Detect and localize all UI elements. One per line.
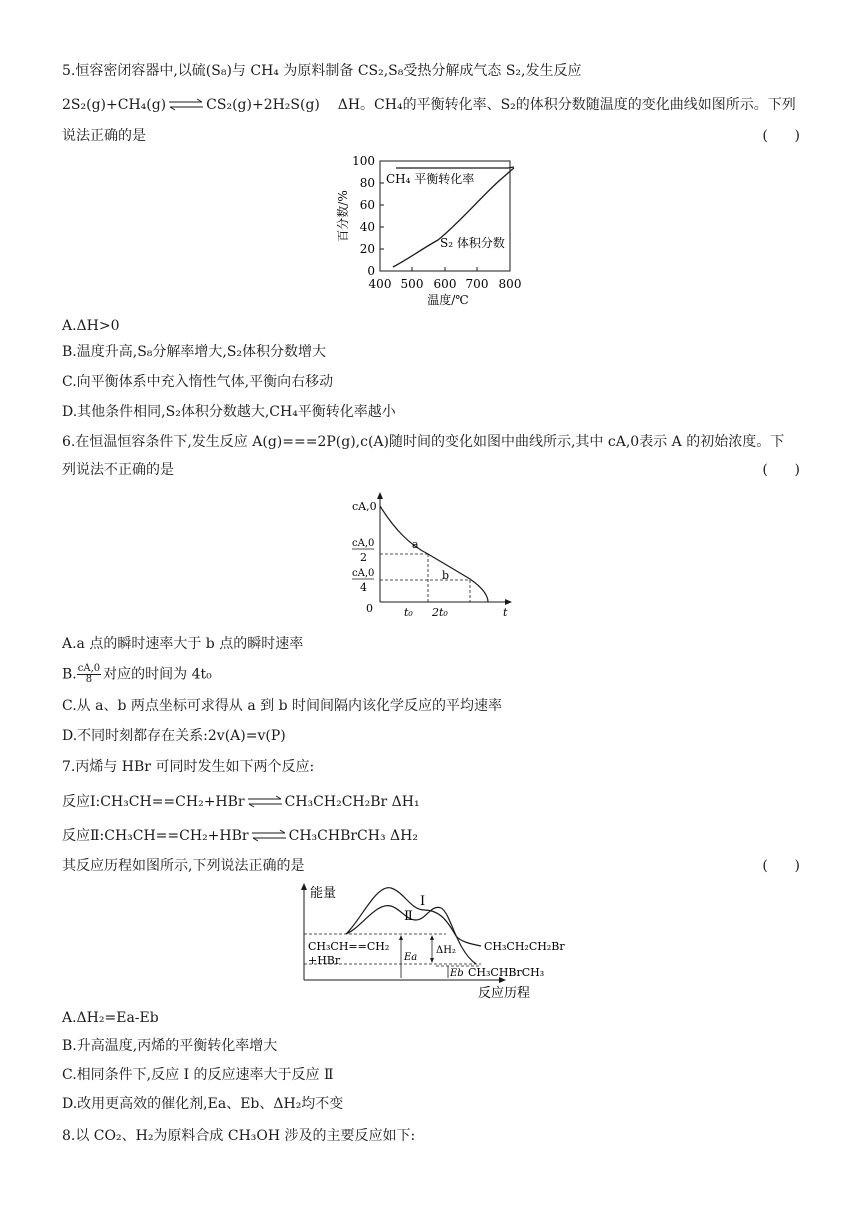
q6-option-b-den: 8 (85, 674, 93, 685)
equilibrium-arrow-icon (251, 829, 287, 843)
q6-option-c: C.从 a、b 两点坐标可求得从 a 到 b 时间间隔内该化学反应的平均速率 (62, 698, 502, 714)
q5-ytick-60: 60 (359, 198, 375, 212)
q7-dh2-label: ΔH₂ (436, 945, 456, 956)
q6-origin: 0 (366, 602, 373, 615)
q7-option-b: B.升高温度,丙烯的平衡转化率增大 (62, 1038, 278, 1054)
q7-product-2: CH₃CHBrCH₃ (468, 966, 545, 979)
q7-r1-right: CH₃CH₂CH₂Br ΔH₁ (284, 794, 420, 810)
q6-quarter-den: 4 (360, 581, 367, 594)
q6-point-b: b (442, 569, 450, 582)
q5-equation-line (62, 95, 796, 115)
q6-option-b-num: cA,0 (77, 663, 101, 674)
q6-stem-line1: 6.在恒温恒容条件下,发生反应 A(g)===2P(g),c(A)随时间的变化如图中曲线所示,其中 cA,0表示 A 的初始浓度。下 (62, 434, 785, 450)
q7-eb-label: Eb (450, 968, 464, 979)
q5-s2-label: S₂ 体积分数 (440, 236, 505, 250)
q7-yaxis-label: 能量 (310, 886, 337, 901)
q6-option-b-fraction (77, 664, 101, 685)
q5-yaxis-label: 百分数/% (336, 190, 350, 242)
q7-reactant-line1: CH₃CH==CH₂ (308, 940, 390, 953)
q5-ch4-curve (396, 167, 514, 168)
q6-half-den: 2 (360, 551, 367, 564)
q5-ytick-0: 0 (367, 264, 375, 278)
q7-answer-paren: ( ) (762, 858, 800, 874)
q5-xtick-500: 500 (400, 277, 424, 291)
q7-product-1: CH₃CH₂CH₂Br (484, 940, 565, 953)
q7-stem-line1: 7.丙烯与 HBr 可同时发生如下两个反应: (62, 759, 315, 775)
q5-ytick-20: 20 (359, 242, 375, 256)
q5-option-b: B.温度升高,S₈分解率增大,S₂体积分数增大 (62, 344, 327, 360)
q5-xaxis-label: 温度/℃ (427, 293, 469, 307)
q5-ytick-100: 100 (352, 154, 375, 168)
equilibrium-arrow-icon (247, 795, 283, 809)
q5-xtick-400: 400 (368, 277, 392, 291)
q7-stem-line4: 其反应历程如图所示,下列说法正确的是 (62, 858, 305, 874)
q6-option-b-text: 对应的时间为 4t₀ (103, 666, 212, 683)
q6-figure (340, 490, 520, 622)
q7-path-1-label: Ⅰ (420, 894, 426, 909)
q5-ytick-80: 80 (359, 176, 375, 190)
q5-chart (300, 150, 540, 310)
q7-reactant-line2: +HBr (308, 954, 341, 967)
equilibrium-arrow-icon (168, 98, 204, 112)
q5-xtick-600: 600 (433, 277, 457, 291)
q6-half-num: cA,0 (352, 538, 375, 549)
q6-quarter-num: cA,0 (352, 568, 375, 579)
q6-point-a: a (412, 538, 419, 551)
q5-option-d: D.其他条件相同,S₂体积分数越大,CH₄平衡转化率越小 (62, 404, 396, 420)
q7-r2-left: 反应Ⅱ:CH₃CH==CH₂+HBr (62, 828, 249, 844)
q6-stem-line2: 列说法不正确的是 (62, 462, 174, 478)
q5-eq-left: 2S₂(g)+CH₄(g) (62, 97, 167, 113)
q5-eq-right: CS₂(g)+2H₂S(g) (206, 97, 320, 113)
q5-option-a: A.ΔH>0 (62, 318, 120, 334)
q6-c0-label: cA,0 (352, 500, 377, 513)
q6-t-axis: t (503, 606, 508, 619)
q6-2t0-label: 2t₀ (432, 606, 448, 619)
q6-answer-paren: ( ) (762, 462, 800, 478)
q7-r1-left: 反应Ⅰ:CH₃CH==CH₂+HBr (62, 794, 245, 810)
q7-option-c: C.相同条件下,反应 Ⅰ 的反应速率大于反应 Ⅱ (62, 1067, 334, 1083)
q5-option-c: C.向平衡体系中充入惰性气体,平衡向右移动 (62, 374, 334, 390)
q5-answer-paren: ( ) (762, 128, 800, 144)
q7-ea-label: Ea (404, 952, 418, 963)
q5-ytick-40: 40 (359, 220, 375, 234)
q7-option-d: D.改用更高效的催化剂,Ea、Eb、ΔH₂均不变 (62, 1096, 344, 1112)
q6-option-a: A.a 点的瞬时速率大于 b 点的瞬时速率 (62, 636, 304, 652)
q7-reaction-1 (62, 792, 420, 812)
q7-path-1-curve (346, 888, 481, 946)
q5-xtick-800: 800 (498, 277, 522, 291)
q7-reaction-2 (62, 826, 418, 846)
q5-stem-line3: 说法正确的是 (62, 128, 146, 144)
q5-stem-line1: 5.恒容密闭容器中,以硫(S₈)与 CH₄ 为原料制备 CS₂,S₈受热分解成气态 S₂,发生反应 (62, 63, 582, 79)
q7-option-a: A.ΔH₂=Ea-Eb (62, 1010, 159, 1026)
q7-energy-diagram (296, 880, 566, 1002)
q5-ch4-label: CH₄ 平衡转化率 (386, 172, 475, 186)
q6-option-d: D.不同时刻都存在关系:2v(A)=v(P) (62, 728, 286, 744)
q7-xaxis-label: 反应历程 (478, 986, 531, 1001)
q5-xtick-700: 700 (465, 277, 489, 291)
q7-path-2-label: Ⅱ (404, 909, 413, 924)
q6-option-b-prefix: B. (62, 666, 77, 683)
q6-t0-label: t₀ (404, 606, 413, 619)
q8-stem-line1: 8.以 CO₂、H₂为原料合成 CH₃OH 涉及的主要反应如下: (62, 1128, 416, 1144)
q5-eq-tail: ΔH。CH₄的平衡转化率、S₂的体积分数随温度的变化曲线如图所示。下列 (337, 97, 796, 113)
q6-option-b (62, 664, 212, 685)
q7-r2-right: CH₃CHBrCH₃ ΔH₂ (288, 828, 418, 844)
